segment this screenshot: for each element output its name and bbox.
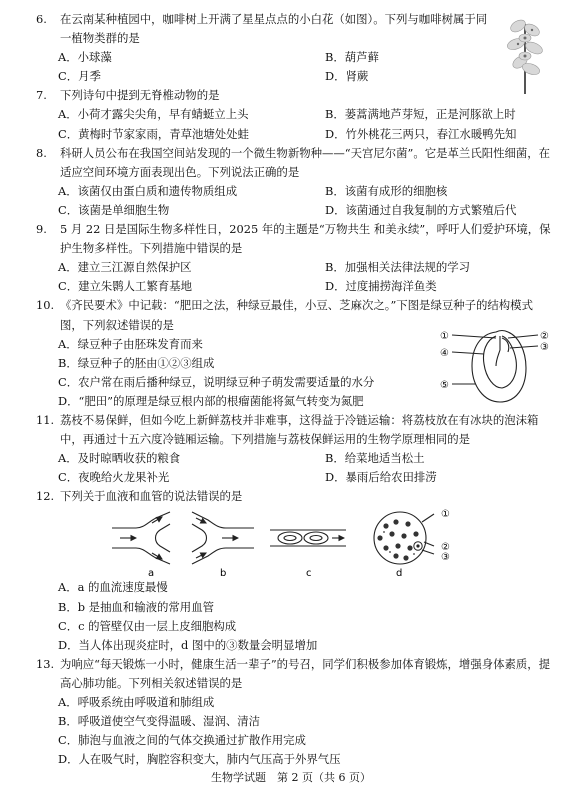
seed-label-5: ⑤ <box>440 380 449 391</box>
option-d[interactable]: D．肾蕨 <box>325 69 369 84</box>
question-number: 13. <box>36 656 55 671</box>
question-number: 12. <box>36 489 55 504</box>
question-number: 11. <box>36 412 55 427</box>
option-c[interactable]: C．该菌是单细胞生物 <box>58 202 170 217</box>
option-c[interactable]: C．c 的管壁仅由一层上皮细胞构成 <box>58 618 237 633</box>
coffee-flower-photo <box>498 14 552 94</box>
option-c[interactable]: C．黄梅时节家家雨，青草池塘处处蛙 <box>58 126 249 141</box>
question-number: 8. <box>36 145 47 160</box>
blood-vessel-figure <box>110 508 470 578</box>
cell-label-1: ① <box>441 509 450 521</box>
option-c[interactable]: C．月季 <box>58 69 101 84</box>
question-text: 5 月 22 日是国际生物多样性日，2025 年的主题是“万物共生 和美永续”，呼吁人们爱护环境，保护生物多样性。下列措施中错误的是 <box>60 222 551 256</box>
option-a[interactable]: A．绿豆种子由胚珠发育而来 <box>58 336 203 351</box>
option-b[interactable]: B．蒌蒿满地芦芽短，正是河豚欲上时 <box>325 107 516 122</box>
question-13 <box>0 655 582 770</box>
question-number: 10. <box>36 298 55 313</box>
question-text: 为响应“每天锻炼一小时，健康生活一辈子”的号召，同学们积极参加体育锻炼，增强身体素质，提高心肺功能。下列相关叙述错误的是 <box>60 656 551 690</box>
option-b[interactable]: B．加强相关法律法规的学习 <box>325 260 471 275</box>
mung-bean-seed-figure <box>438 328 558 406</box>
option-d[interactable]: D．该菌通过自我复制的方式繁殖后代 <box>325 202 517 217</box>
options <box>0 258 582 296</box>
question-7 <box>0 86 582 143</box>
option-c[interactable]: C．农户常在雨后播种绿豆，说明绿豆种子萌发需要适量的水分 <box>58 374 375 389</box>
figure-label-a: a <box>148 568 155 579</box>
question-stem <box>0 220 582 258</box>
option-a[interactable]: A．建立三江源自然保护区 <box>58 260 192 275</box>
option-a[interactable]: A．该菌仅由蛋白质和遗传物质组成 <box>58 183 238 198</box>
option-d[interactable]: D．暴雨后给农田排涝 <box>325 470 437 485</box>
question-text: 荔枝不易保鲜，但如今吃上新鲜荔枝并非难事，这得益于冷链运输：将荔枝放在有冰块的泡沫箱中，再通过十五六度冷链厢运输。下列措施与荔枝保鲜运用的生物学原理相同的是 <box>60 412 539 447</box>
option-a[interactable]: A．呼吸系统由呼吸道和肺组成 <box>58 695 215 709</box>
question-text: 下列诗句中提到无脊椎动物的是 <box>60 88 220 103</box>
question-12 <box>0 487 582 654</box>
option-a[interactable]: A．及时晾晒收获的粮食 <box>58 451 181 466</box>
option-a[interactable]: A．小荷才露尖尖角，早有蜻蜓立上头 <box>58 107 249 122</box>
question-text: 科研人员公布在我国空间站发现的一个微生物新物种——“天宫尼尔菌”。它是革兰氏阳性细菌，在适应空间环境方面表现出色。下列说法正确的是 <box>60 145 551 179</box>
option-d[interactable]: D．过度捕捞海洋鱼类 <box>325 279 437 294</box>
question-text: 《齐民要术》中记载：“肥田之法，种绿豆最佳，小豆、芝麻次之。”下图是绿豆种子的结构模式图，下列叙述错误的是 <box>60 298 533 332</box>
question-number: 6. <box>36 12 47 26</box>
seed-label-3: ③ <box>540 342 549 353</box>
figure-label-d: d <box>396 568 403 579</box>
option-a[interactable]: A．a 的血流速度最慢 <box>58 580 168 595</box>
question-11 <box>0 411 582 487</box>
figure-label-b: b <box>220 568 227 579</box>
option-b[interactable]: B．给菜地适当松土 <box>325 451 425 466</box>
option-b[interactable]: B．该菌有成形的细胞核 <box>325 183 448 198</box>
seed-label-4: ④ <box>440 348 449 359</box>
options <box>0 105 582 143</box>
option-d[interactable]: D．竹外桃花三两只，春江水暖鸭先知 <box>325 126 517 141</box>
option-b[interactable]: B．b 是抽血和输液的常用血管 <box>58 599 214 614</box>
question-number: 9. <box>36 222 47 237</box>
options <box>0 449 582 487</box>
option-d[interactable]: D．“肥田”的原理是绿豆根内部的根瘤菌能将氮气转变为氮肥 <box>58 393 364 408</box>
question-9 <box>0 220 582 296</box>
question-text: 在云南某种植园中，咖啡树上开满了星星点点的小白花（如图）。下列与咖啡树属于同一植物类群的是 <box>60 12 488 46</box>
question-stem <box>0 10 582 48</box>
question-stem <box>0 487 582 506</box>
seed-label-2: ② <box>540 331 549 342</box>
cell-label-3: ③ <box>441 552 450 564</box>
options <box>0 182 582 220</box>
question-stem <box>0 86 582 105</box>
options <box>0 693 582 769</box>
option-b[interactable]: B．绿豆种子的胚由①②③组成 <box>58 355 215 370</box>
question-text: 下列关于血液和血管的说法错误的是 <box>60 489 243 504</box>
question-stem <box>0 655 582 693</box>
option-b[interactable]: B．呼吸道使空气变得温暖、湿润、清洁 <box>58 714 261 729</box>
option-b[interactable]: B．葫芦藓 <box>325 50 379 65</box>
option-c[interactable]: C．夜晚给火龙果补光 <box>58 470 170 485</box>
options <box>0 48 582 86</box>
question-8 <box>0 144 582 220</box>
question-number: 7. <box>36 88 47 103</box>
seed-label-1: ① <box>440 331 449 342</box>
option-c[interactable]: C．肺泡与血液之间的气体交换通过扩散作用完成 <box>58 733 306 748</box>
option-a[interactable]: A．小球藻 <box>58 50 112 65</box>
cell-label-2: ② <box>441 542 450 554</box>
question-stem <box>0 411 582 449</box>
exam-page <box>0 10 582 769</box>
question-6 <box>0 10 582 86</box>
figure-label-c: c <box>306 568 312 579</box>
question-stem <box>0 144 582 182</box>
option-c[interactable]: C．建立朱鹮人工繁育基地 <box>58 279 193 294</box>
options <box>0 578 582 654</box>
page-footer: 生物学试题 第 2 页（共 6 页） <box>211 771 371 784</box>
option-d[interactable]: D．人在吸气时，胸腔容积变大，肺内气压高于外界气压 <box>58 752 341 767</box>
option-d[interactable]: D．当人体出现炎症时，d 图中的③数量会明显增加 <box>58 637 318 652</box>
